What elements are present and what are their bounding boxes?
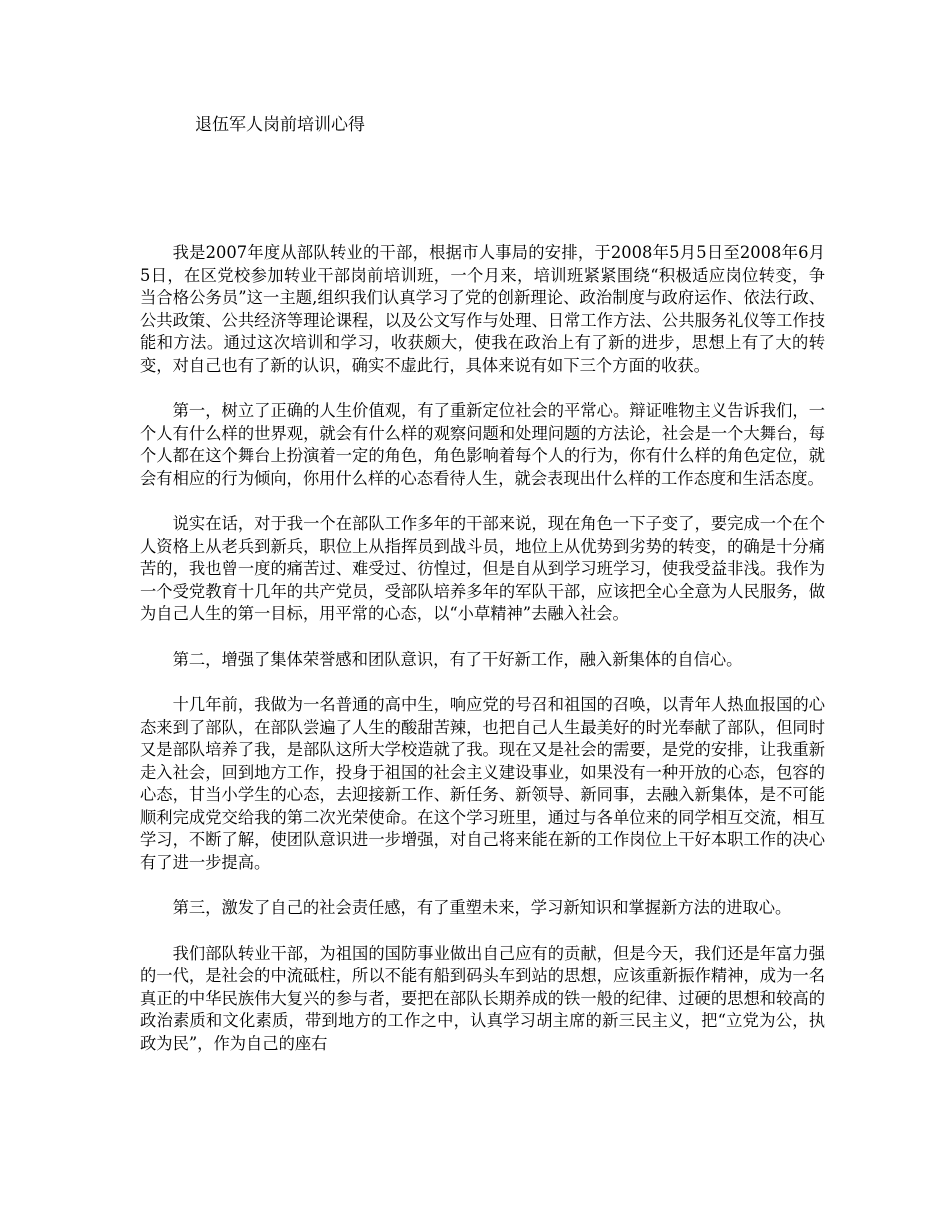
paragraph-second-point: 第二，增强了集体荣誉感和团队意识，有了干好新工作，融入新集体的自信心。 [172, 649, 743, 669]
paragraph-first-detail: 说实在话，对于我一个在部队工作多年的干部来说，现在角色一下子变了，要完成一个在个人资格上从老兵到新兵，职位上从指挥员到战斗员，地位上从优势到劣势的转变，的确是十分痛苦的，我也曾一度的痛苦过、难受过、彷惶过，但是自从到学习班学习，使我受益非浅。我作为一个受党教育十几年的共产党员，受部队培养多年的军队干部，应该把全心全意为人民服务，做为自己人生的第一目标，用平常的心态，以“小草精神”去融入社会。 [140, 514, 825, 623]
paragraph-second-detail: 十几年前，我做为一名普通的高中生，响应党的号召和祖国的召唤，以青年人热血报国的心态来到了部队，在部队尝遍了人生的酸甜苦辣，也把自己人生最美好的时光奉献了部队，但同时又是部队培养了我，是部队这所大学校造就了我。现在又是社会的需要，是党的安排，让我重新走入社会，回到地方工作，投身于祖国的社会主义建设事业，如果没有一种开放的心态，包容的心态，甘当小学生的心态，去迎接新工作、新任务、新领导、新同事，去融入新集体，是不可能顺利完成党交给我的第二次光荣使命。在这个学习班里，通过与各单位来的同学相互交流，相互学习，不断了解，使团队意识进一步增强，对自己将来能在新的工作岗位上干好本职工作的决心有了进一步提高。 [140, 695, 825, 872]
paragraph-third-point: 第三，激发了自己的社会责任感，有了重塑未来，学习新知识和掌握新方法的进取心。 [172, 898, 792, 917]
paragraph-first-point: 第一，树立了正确的人生价值观，有了重新定位社会的平常心。辩证唯物主义告诉我们，一个人有什么样的世界观，就会有什么样的观察问题和处理问题的方法论，社会是一个大舞台，每个人都在这个舞台上扮演着一定的角色，角色影响着每个人的行为，你有什么样的角色定位，就会有相应的行为倾向，你用什么样的心态看待人生，就会表现出什么样的工作态度和生活态度。 [140, 401, 825, 488]
paragraph-third-detail: 我们部队转业干部，为祖国的国防事业做出自己应有的贡献，但是今天，我们还是年富力强的一代，是社会的中流砥柱，所以不能有船到码头车到站的思想，应该重新振作精神，成为一名真正的中华民族伟大复兴的参与者，要把在部队长期养成的铁一般的纪律、过硬的思想和较高的政治素质和文化素质，带到地方的工作之中，认真学习胡主席的新三民主义，把“立党为公，执政为民”，作为自己的座右 [140, 943, 825, 1053]
document-body [140, 242, 825, 1078]
paragraph-intro: 我是2007年度从部队转业的干部，根据市人事局的安排，于2008年5月5日至2008年6月5日，在区党校参加转业干部岗前培训班，一个月来，培训班紧紧围绕“积极适应岗位转变，争当合格公务员”这一主题,组织我们认真学习了党的创新理论、政治制度与政府运作、依法行政、公共政策、公共经济等理论课程，以及公文写作与处理、日常工作方法、公共服务礼仪等工作技能和方法。通过这次培训和学习，收获颇大，使我在政治上有了新的进步，思想上有了大的转变，对自己也有了新的认识，确实不虚此行，具体来说有如下三个方面的收获。 [140, 243, 825, 375]
document-title: 退伍军人岗前培训心得 [195, 115, 365, 135]
